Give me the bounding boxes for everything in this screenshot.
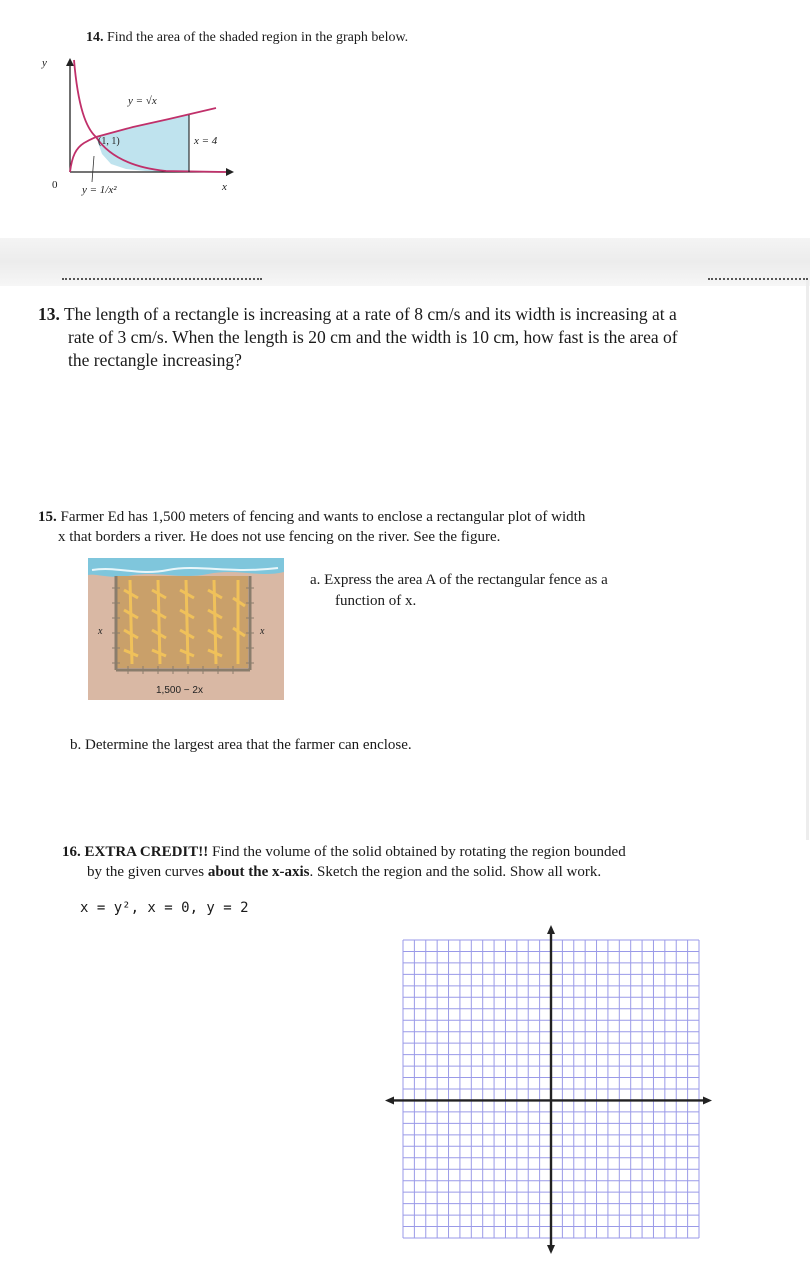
arrow-down-icon [547,1245,555,1254]
graph-sqrt-label: y = √x [128,95,157,107]
part-a-label: a. [310,572,321,588]
arrow-right-icon [703,1096,712,1104]
part-a-line2: function of x. [335,593,417,609]
page-edge [806,280,809,840]
q13-line2: rate of 3 cm/s. When the length is 20 cm and the width is 10 cm, how fast is the area of [68,327,678,347]
coordinate-grid [385,925,715,1255]
q14-number: 14. [86,30,104,45]
q16-text1: Find the volume of the solid obtained by rotating the region bounded [208,844,626,860]
q16-text2-bold: about the x-axis [207,864,310,880]
graph-line-label: x = 4 [194,135,218,147]
fence-bottom-label: 1,500 − 2x [156,685,203,696]
q13-number: 13. [38,304,60,324]
q16-line2 [62,862,742,882]
arrow-left-icon [385,1096,394,1104]
arrow-up-icon [547,925,555,934]
q16-number: 16. [62,844,81,860]
y-axis-arrow-icon [66,58,74,66]
fence-left-label: x [98,626,103,637]
page-header-dashes [62,278,262,280]
graph-y-label: y [42,57,47,69]
q15-part-a [310,570,710,612]
graph-origin-label: 0 [52,179,58,191]
x-axis-arrow-icon [226,168,234,176]
q14-text: Find the area of the shaded region in the graph below. [107,30,409,45]
part-b-text: Determine the largest area that the farmer can enclose. [85,737,412,753]
graph-reciprocal-label: y = 1/x² [82,184,117,196]
fence-right-label: x [260,626,265,637]
graph-point-label: (1, 1) [98,136,120,147]
page-gap [0,238,810,286]
q15-line1: Farmer Ed has 1,500 meters of fencing and wants to enclose a rectangular plot of width [60,509,586,525]
part-a-line1: Express the area A of the rectangular fence as a [324,572,608,588]
q13-line3: the rectangle increasing? [68,350,242,370]
q13-line1: The length of a rectangle is increasing at a rate of 8 cm/s and its width is increasing at a [63,304,677,324]
q14-prompt [86,28,408,48]
q16-heading: EXTRA CREDIT!! [84,844,209,860]
q15-line2: x that borders a river. He does not use fencing on the river. See the figure. [58,529,501,545]
q16-text2-end: . Sketch the region and the solid. Show all work. [309,864,602,880]
q14-graph [36,52,246,212]
label-leader-reciprocal [92,156,94,182]
graph-x-label: x [222,181,227,193]
q16-text2-start: by the given curves [87,864,208,880]
page-header-dashes-right [708,278,808,280]
fence-figure [88,558,284,700]
q15-part-b [70,737,412,754]
q16-equation: x = y², x = 0, y = 2 [80,900,249,916]
q16-prompt [62,842,742,882]
part-b-label: b. [70,737,82,753]
q15-number: 15. [38,509,57,525]
q15-prompt [38,507,738,547]
q13-prompt [38,303,788,372]
